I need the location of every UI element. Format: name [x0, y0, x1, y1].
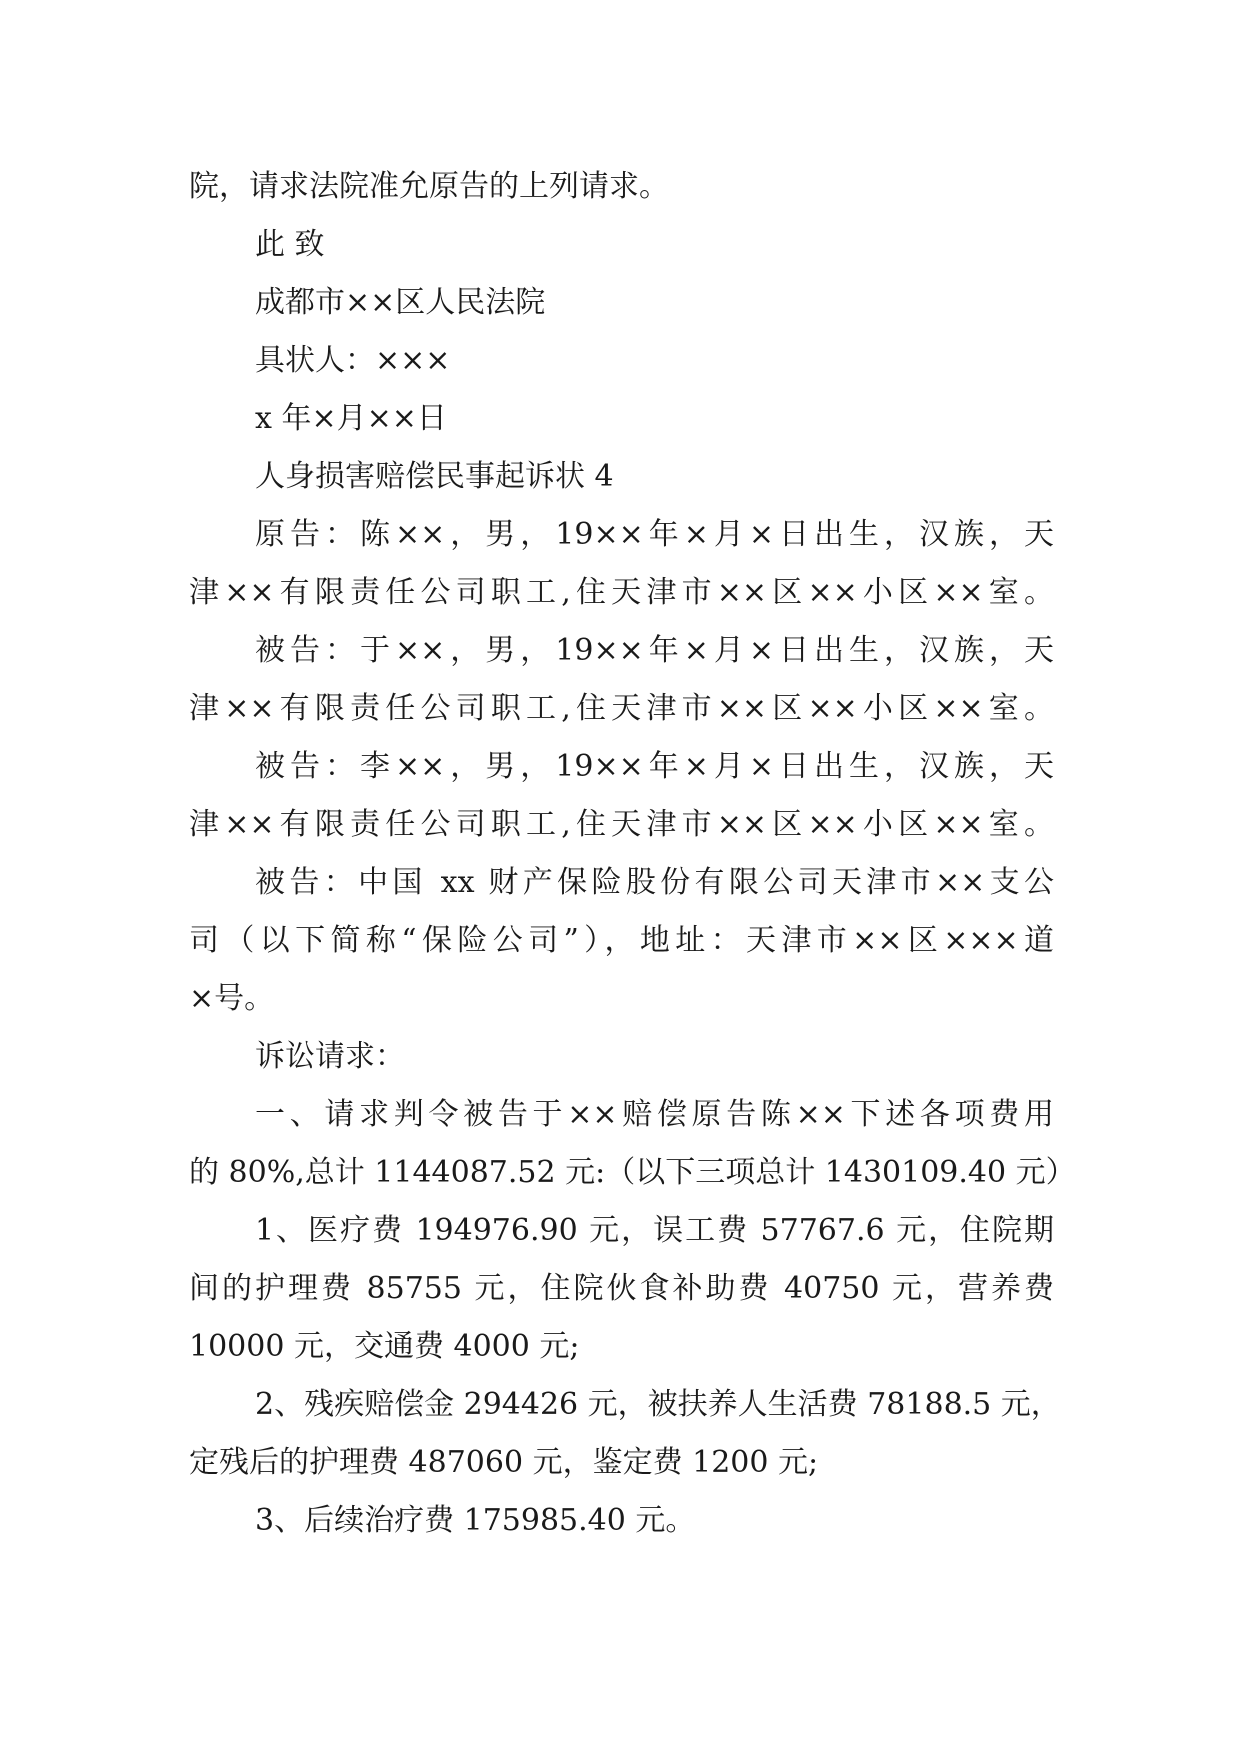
text-line: 此 致: [255, 227, 325, 262]
claim-item-1: [189, 1086, 1076, 1202]
text-line: 定残后的护理费 487060 元，鉴定费 1200 元;: [189, 1445, 819, 1480]
claim-subitem-1: [189, 1202, 1054, 1376]
claim-subitem-3: [189, 1492, 1054, 1550]
defendant-paragraph-3: [189, 854, 1054, 1028]
text-line: 1、医疗费 194976.90 元，误工费 57767.6 元，住院期: [255, 1213, 1054, 1248]
text-line: 的 80%,总计 1144087.52 元:（以下三项总计 1430109.40 元）: [189, 1155, 1076, 1190]
text-line: 院，请求法院准允原告的上列请求。: [189, 169, 669, 204]
text-line: 被告：李××，男，19××年×月×日出生，汉族，天: [255, 749, 1054, 784]
salutation: [189, 216, 1054, 274]
text-line: 原告：陈××，男，19××年×月×日出生，汉族，天: [255, 517, 1054, 552]
claims-heading: [189, 1028, 1054, 1086]
text-line: 3、后续治疗费 175985.40 元。: [255, 1503, 696, 1538]
text-line: 津××有限责任公司职工,住天津市××区××小区××室。: [189, 691, 1054, 726]
plaintiff-paragraph: [189, 506, 1054, 622]
court-addressee: [189, 274, 1054, 332]
defendant-paragraph-2: [189, 738, 1054, 854]
text-line: 被告：于××，男，19××年×月×日出生，汉族，天: [255, 633, 1054, 668]
text-line: 间的护理费 85755 元，住院伙食补助费 40750 元，营养费: [189, 1271, 1054, 1306]
text-line: 一、请求判令被告于××赔偿原告陈××下述各项费用: [255, 1097, 1054, 1132]
text-line: 人身损害赔偿民事起诉状 4: [255, 459, 614, 494]
text-line: 诉讼请求：: [255, 1039, 405, 1074]
signing-date: [189, 390, 1054, 448]
text-line: x 年×月××日: [255, 401, 447, 436]
claim-subitem-2: [189, 1376, 1061, 1492]
text-line: 津××有限责任公司职工,住天津市××区××小区××室。: [189, 575, 1054, 610]
text-line: 10000 元，交通费 4000 元;: [189, 1329, 580, 1364]
text-line: 津××有限责任公司职工,住天津市××区××小区××室。: [189, 807, 1054, 842]
text-line: 司（以下简称“保险公司”），地址：天津市××区×××道: [189, 923, 1054, 958]
closing-paragraph-tail: [189, 158, 1054, 216]
document-body: [189, 158, 1076, 1550]
text-line: 2、残疾赔偿金 294426 元，被扶养人生活费 78188.5 元，: [255, 1387, 1061, 1422]
text-line: 成都市××区人民法院: [255, 285, 546, 320]
text-line: ×号。: [189, 981, 275, 1016]
text-line: 被告：中国 xx 财产保险股份有限公司天津市××支公: [255, 865, 1054, 900]
defendant-paragraph-1: [189, 622, 1054, 738]
section-title: [189, 448, 1054, 506]
signatory: [189, 332, 1054, 390]
text-line: 具状人：×××: [255, 343, 451, 378]
